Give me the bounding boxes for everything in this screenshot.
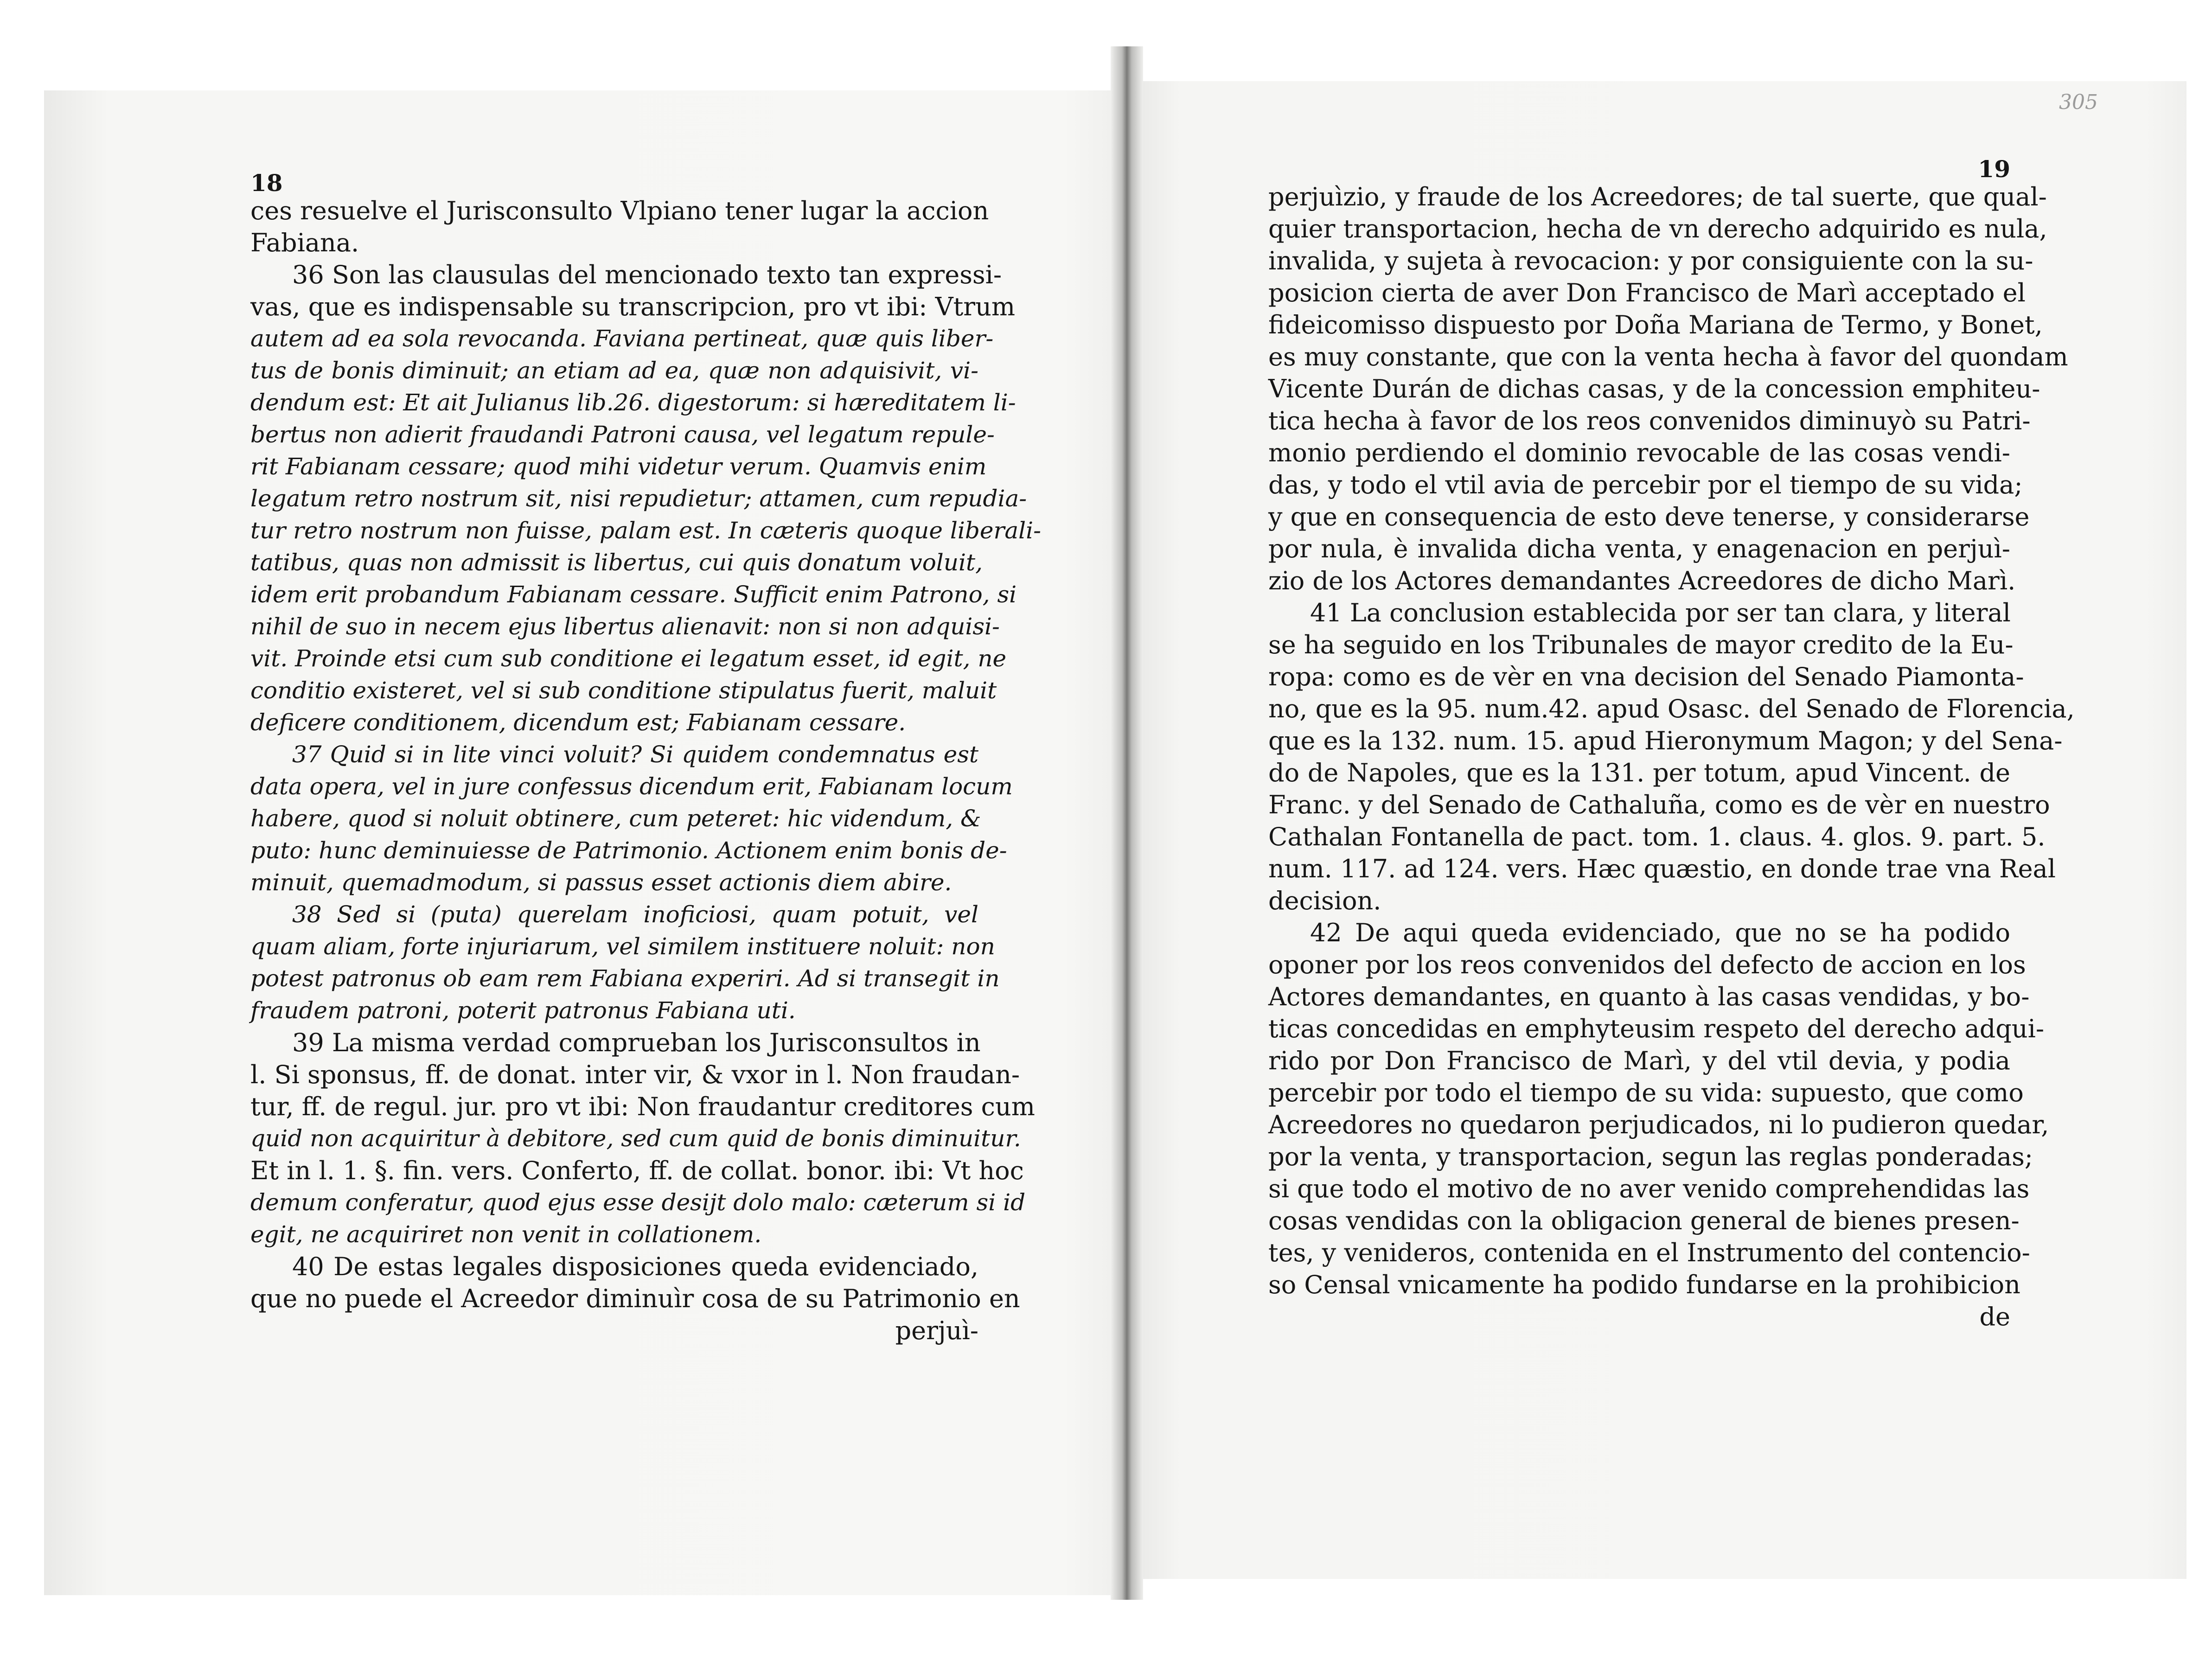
text-line: egit, ne acquiriret non venit in collationem. bbox=[250, 1221, 762, 1248]
text-line: Fabiana. bbox=[250, 228, 359, 257]
right-page-text bbox=[1268, 181, 2075, 1333]
text-line: fraudem patroni, poterit patronus Fabiana uti. bbox=[250, 997, 796, 1024]
pencil-folio-mark: 305 bbox=[2059, 90, 2098, 114]
left-page bbox=[250, 167, 1042, 1347]
text-line: tus de bonis diminuit; an etiam ad ea, quæ non adquisivit, vi- bbox=[250, 357, 978, 384]
text-line: autem ad ea sola revocanda. Faviana pertineat, quæ quis liber- bbox=[250, 325, 994, 352]
text-line: ropa: como es de vèr en vna decision del Senado Piamonta- bbox=[1268, 662, 2024, 691]
text-line: so Censal vnicamente ha podido fundarse en la prohibicion bbox=[1268, 1270, 2020, 1299]
text-line: quid non acquiritur à debitore, sed cum quid de bonis diminuitur. bbox=[250, 1125, 1021, 1152]
book-gutter bbox=[1111, 46, 1143, 1600]
page-number: 19 bbox=[1978, 155, 2010, 183]
text-line: cosas vendidas con la obligacion general de bienes presen- bbox=[1268, 1206, 2020, 1235]
text-line: tatibus, quas non admissit is libertus, cui quis donatum voluit, bbox=[250, 549, 983, 576]
text-line: dendum est: Et ait Julianus lib.26. digestorum: si hæreditatem li- bbox=[250, 389, 1016, 416]
text-line: por nula, è invalida dicha venta, y enagenacion en perjuì- bbox=[1268, 534, 2010, 563]
text-line: potest patronus ob eam rem Fabiana experiri. Ad si transegit in bbox=[250, 965, 1000, 992]
text-line: es muy constante, que con la venta hecha à favor del quondam bbox=[1268, 342, 2068, 371]
text-line: tes, y venideros, contenida en el Instrumento del contencio- bbox=[1268, 1238, 2030, 1267]
text-line: tur retro nostrum non fuisse, palam est. In cæteris quoque liberali- bbox=[250, 517, 1042, 544]
text-line: rido por Don Francisco de Marì, y del vtil devia, y podia bbox=[1268, 1046, 2010, 1075]
text-line: ces resuelve el Jurisconsulto Vlpiano tener lugar la accion bbox=[250, 196, 989, 225]
text-line: conditio existeret, vel si sub conditione stipulatus fuerit, maluit bbox=[250, 677, 997, 704]
left-page-text bbox=[250, 195, 1042, 1347]
text-line: vas, que es indispensable su transcripcion, pro vt ibi: Vtrum bbox=[250, 292, 1016, 321]
text-line: habere, quod si noluit obtinere, cum peteret: hic videndum, & bbox=[250, 805, 981, 832]
catchword: perjuì- bbox=[895, 1316, 978, 1345]
text-line: percebir por todo el tiempo de su vida: supuesto, que como bbox=[1268, 1078, 2024, 1107]
text-line: 42 De aqui queda evidenciado, que no se ha podido bbox=[1310, 918, 2010, 947]
text-line: deficere conditionem, dicendum est; Fabianam cessare. bbox=[250, 709, 906, 736]
text-line: 39 La misma verdad comprueban los Jurisconsultos in bbox=[292, 1028, 981, 1057]
text-line: rit Fabianam cessare; quod mihi videtur verum. Quamvis enim bbox=[250, 453, 987, 480]
text-line: Actores demandantes, en quanto à las casas vendidas, y bo- bbox=[1268, 982, 2030, 1011]
text-line: quier transportacion, hecha de vn derecho adquirido es nula, bbox=[1268, 214, 2047, 243]
text-line: Franc. y del Senado de Cathaluña, como es de vèr en nuestro bbox=[1268, 790, 2050, 819]
text-line: zio de los Actores demandantes Acreedores de dicho Marì. bbox=[1268, 566, 2016, 595]
text-line: vit. Proinde etsi cum sub conditione ei legatum esset, id egit, ne bbox=[250, 645, 1007, 672]
catchword: de bbox=[1979, 1302, 2010, 1331]
text-line: minuit, quemadmodum, si passus esset actionis diem abire. bbox=[250, 869, 952, 896]
text-line: por la venta, y transportacion, segun las reglas ponderadas; bbox=[1268, 1142, 2033, 1171]
text-line: invalida, y sujeta à revocacion: y por consiguiente con la su- bbox=[1268, 246, 2033, 275]
text-line: demum conferatur, quod ejus esse desijt dolo malo: cæterum si id bbox=[250, 1189, 1026, 1216]
text-line: 38 Sed si (puta) querelam inoficiosi, quam potuit, vel bbox=[292, 901, 978, 928]
text-line: ticas concedidas en emphyteusim respeto del derecho adqui- bbox=[1268, 1014, 2045, 1043]
text-line: oponer por los reos convenidos del defecto de accion en los bbox=[1268, 950, 2026, 979]
text-line: no, que es la 95. num.42. apud Osasc. del Senado de Florencia, bbox=[1268, 694, 2075, 723]
text-line: que no puede el Acreedor diminuìr cosa de su Patrimonio en bbox=[250, 1284, 1020, 1313]
text-line: quam aliam, forte injuriarum, vel similem instituere noluit: non bbox=[250, 933, 995, 960]
text-line: data opera, vel in jure confessus dicendum erit, Fabianam locum bbox=[250, 773, 1013, 800]
text-line: si que todo el motivo de no aver venido comprehendidas las bbox=[1268, 1174, 2030, 1203]
text-line: Acreedores no quedaron perjudicados, ni lo pudieron quedar, bbox=[1268, 1110, 2049, 1139]
text-line: 40 De estas legales disposiciones queda evidenciado, bbox=[292, 1252, 978, 1281]
text-line: nihil de suo in necem ejus libertus alienavit: non si non adquisi- bbox=[250, 613, 1000, 640]
text-line: puto: hunc deminuiesse de Patrimonio. Actionem enim bonis de- bbox=[250, 837, 1007, 864]
text-line: l. Si sponsus, ff. de donat. inter vir, & vxor in l. Non fraudan- bbox=[250, 1060, 1020, 1089]
text-line: y que en consequencia de esto deve tenerse, y considerarse bbox=[1268, 502, 2030, 531]
text-line: tur, ff. de regul. jur. pro vt ibi: Non fraudantur creditores cum bbox=[250, 1092, 1035, 1121]
text-line: Cathalan Fontanella de pact. tom. 1. claus. 4. glos. 9. part. 5. bbox=[1268, 822, 2046, 851]
text-line: 41 La conclusion establecida por ser tan clara, y literal bbox=[1310, 598, 2011, 627]
text-line: posicion cierta de aver Don Francisco de Marì acceptado el bbox=[1268, 278, 2026, 307]
text-line: idem erit probandum Fabianam cessare. Sufficit enim Patrono, si bbox=[250, 581, 1017, 608]
text-line: perjuìzio, y fraude de los Acreedores; de tal suerte, que qual- bbox=[1268, 182, 2047, 211]
text-line: monio perdiendo el dominio revocable de las cosas vendi- bbox=[1268, 438, 2010, 467]
text-line: num. 117. ad 124. vers. Hæc quæstio, en donde trae vna Real bbox=[1268, 854, 2056, 883]
text-line: legatum retro nostrum sit, nisi repudietur; attamen, cum repudia- bbox=[250, 485, 1027, 512]
text-line: fideicomisso dispuesto por Doña Mariana de Termo, y Bonet, bbox=[1268, 310, 2043, 339]
text-line: bertus non adierit fraudandi Patroni causa, vel legatum repule- bbox=[250, 421, 995, 448]
text-line: do de Napoles, que es la 131. per totum, apud Vincent. de bbox=[1268, 758, 2010, 787]
text-line: se ha seguido en los Tribunales de mayor credito de la Eu- bbox=[1268, 630, 2014, 659]
page-number: 18 bbox=[250, 169, 283, 197]
text-line: Vicente Durán de dichas casas, y de la concession emphiteu- bbox=[1268, 374, 2040, 403]
text-line: Et in l. 1. §. fin. vers. Conferto, ff. de collat. bonor. ibi: Vt hoc bbox=[250, 1156, 1024, 1185]
right-page bbox=[1268, 153, 2075, 1333]
text-line: 36 Son las clausulas del mencionado texto tan expressi- bbox=[292, 260, 1002, 289]
text-line: que es la 132. num. 15. apud Hieronymum Magon; y del Sena- bbox=[1268, 726, 2063, 755]
text-line: tica hecha à favor de los reos convenidos diminuyò su Patri- bbox=[1268, 406, 2031, 435]
text-line: das, y todo el vtil avia de percebir por el tiempo de su vida; bbox=[1268, 470, 2023, 499]
text-line: 37 Quid si in lite vinci voluit? Si quidem condemnatus est bbox=[292, 741, 978, 768]
text-line: decision. bbox=[1268, 886, 1381, 915]
